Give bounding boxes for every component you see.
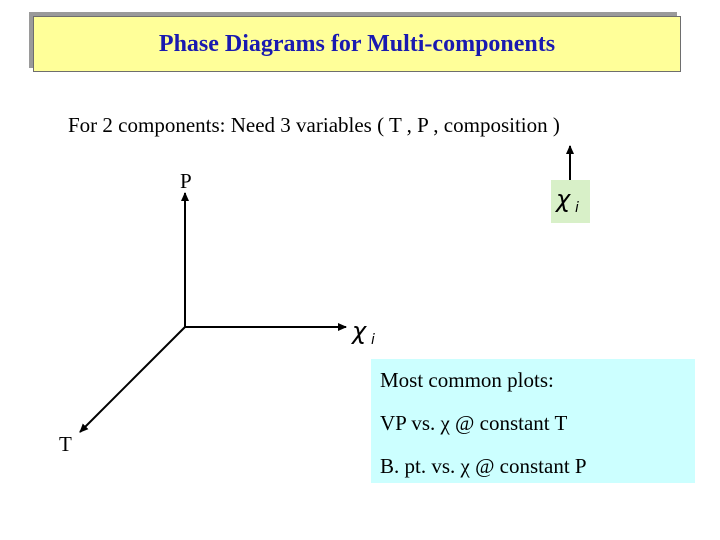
composition-callout: [551, 180, 590, 223]
info-line-bpt: B. pt. vs. χ @ constant P: [380, 454, 587, 478]
chi-subscript: i: [575, 200, 579, 216]
composition-axis-label: [350, 317, 390, 351]
info-heading: Most common plots:: [380, 368, 554, 392]
chi-subscript: i: [371, 332, 375, 348]
subtitle: For 2 components: Need 3 variables ( T , P , composition ): [68, 113, 560, 137]
composition-callout-symbol: [551, 180, 590, 223]
chi-symbol: χ: [352, 317, 367, 345]
info-box: [371, 359, 695, 483]
page-title: Phase Diagrams for Multi-components: [158, 30, 556, 57]
p-axis-label: P: [180, 169, 192, 193]
info-line-vp: VP vs. χ @ constant T: [380, 411, 568, 435]
chi-symbol: χ: [556, 185, 571, 213]
t-axis-label: T: [59, 432, 72, 456]
t-axis: [80, 327, 185, 432]
